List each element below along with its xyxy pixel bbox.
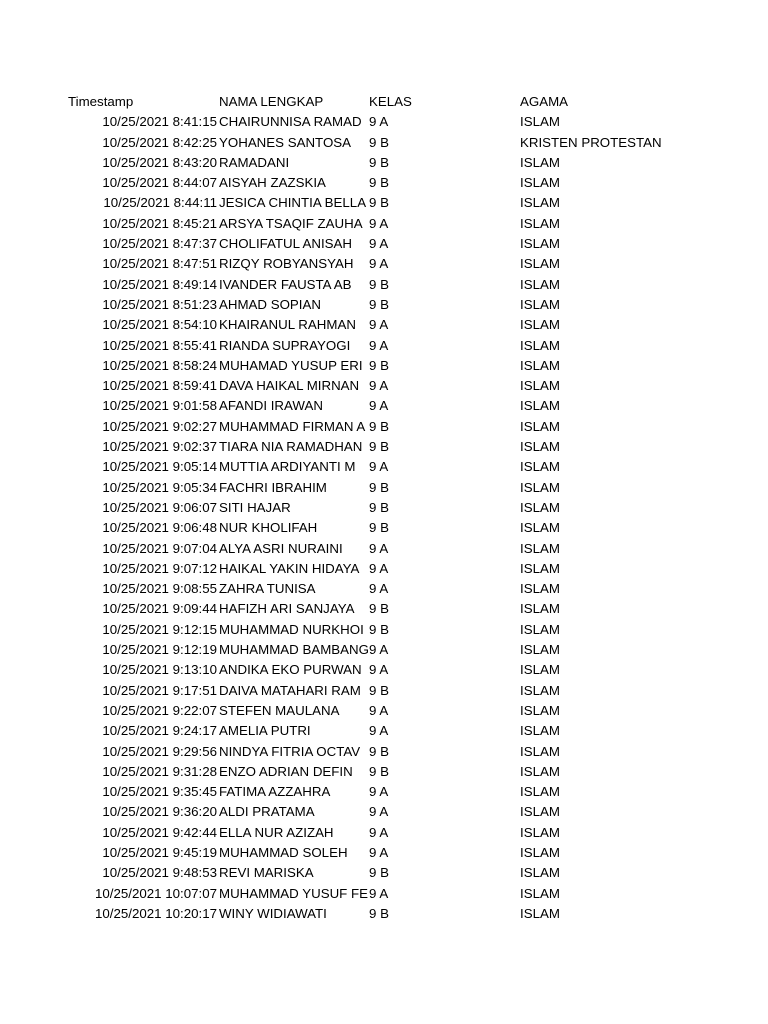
- table-row: [0, 295, 768, 315]
- agama-cell: ISLAM: [520, 804, 560, 820]
- agama-cell: ISLAM: [520, 296, 560, 312]
- timestamp-cell: 10/25/2021 9:12:15: [102, 621, 217, 637]
- agama-cell: ISLAM: [520, 723, 560, 739]
- kelas-cell: 9 A: [369, 378, 389, 394]
- timestamp-cell: 10/25/2021 10:07:07: [94, 885, 217, 901]
- table-row: [0, 823, 768, 843]
- table-row: [0, 193, 768, 213]
- agama-cell: ISLAM: [520, 114, 560, 130]
- nama-cell: ALYA ASRI NURAINI: [219, 540, 343, 556]
- timestamp-cell: 10/25/2021 8:43:20: [102, 154, 217, 170]
- agama-cell: ISLAM: [520, 621, 560, 637]
- kelas-cell: 9 B: [369, 418, 389, 434]
- table-row: [0, 112, 768, 132]
- timestamp-cell: 10/25/2021 9:02:37: [102, 439, 217, 455]
- nama-cell: KHAIRANUL RAHMAN: [219, 317, 356, 333]
- timestamp-cell: 10/25/2021 9:45:19: [102, 844, 217, 860]
- kelas-cell: 9 A: [369, 560, 389, 576]
- kelas-cell: 9 B: [369, 134, 389, 150]
- nama-cell: DAVA HAIKAL MIRNAN: [219, 378, 360, 394]
- header-kelas: KELAS: [369, 94, 412, 109]
- table-row: [0, 843, 768, 863]
- nama-cell: RIZQY ROBYANSYAH: [219, 256, 354, 272]
- kelas-cell: 9 B: [369, 276, 389, 292]
- kelas-cell: 9 B: [369, 865, 389, 881]
- table-row: [0, 539, 768, 559]
- table-row: [0, 620, 768, 640]
- table-row: [0, 762, 768, 782]
- header-timestamp: Timestamp: [68, 94, 134, 109]
- table-row: [0, 234, 768, 254]
- nama-cell: ELLA NUR AZIZAH: [219, 824, 334, 840]
- timestamp-cell: 10/25/2021 9:07:12: [102, 560, 217, 576]
- table-row: [0, 498, 768, 518]
- timestamp-cell: 10/25/2021 8:44:07: [102, 175, 217, 191]
- timestamp-cell: 10/25/2021 8:42:25: [102, 134, 217, 150]
- table-row: [0, 396, 768, 416]
- kelas-cell: 9 B: [369, 499, 389, 515]
- agama-cell: ISLAM: [520, 662, 560, 678]
- table-row: [0, 153, 768, 173]
- nama-cell: YOHANES SANTOSA: [219, 134, 352, 150]
- agama-cell: ISLAM: [520, 378, 560, 394]
- table-row: [0, 518, 768, 538]
- nama-cell: MUHAMMAD NURKHOI: [219, 621, 364, 637]
- kelas-cell: 9 B: [369, 601, 389, 617]
- nama-cell: MUHAMAD YUSUP ERI: [219, 357, 363, 373]
- agama-cell: ISLAM: [520, 256, 560, 272]
- table-row: [0, 701, 768, 721]
- agama-cell: ISLAM: [520, 560, 560, 576]
- agama-cell: ISLAM: [520, 317, 560, 333]
- agama-cell: ISLAM: [520, 784, 560, 800]
- kelas-cell: 9 A: [369, 581, 389, 597]
- timestamp-cell: 10/25/2021 9:29:56: [102, 743, 217, 759]
- agama-cell: ISLAM: [520, 175, 560, 191]
- table-row: [0, 660, 768, 680]
- nama-cell: MUHAMMAD SOLEH: [219, 844, 348, 860]
- nama-cell: IVANDER FAUSTA AB: [219, 276, 352, 292]
- spreadsheet: [0, 92, 768, 924]
- nama-cell: NINDYA FITRIA OCTAV: [219, 743, 361, 759]
- agama-cell: ISLAM: [520, 865, 560, 881]
- timestamp-cell: 10/25/2021 8:47:51: [102, 256, 217, 272]
- agama-cell: ISLAM: [520, 743, 560, 759]
- nama-cell: JESICA CHINTIA BELLA: [219, 195, 367, 211]
- kelas-cell: 9 A: [369, 540, 389, 556]
- kelas-cell: 9 A: [369, 804, 389, 820]
- nama-cell: HAFIZH ARI SANJAYA: [219, 601, 355, 617]
- timestamp-cell: 10/25/2021 8:59:41: [102, 378, 217, 394]
- kelas-cell: 9 B: [369, 743, 389, 759]
- header-nama-lengkap: NAMA LENGKAP: [219, 94, 324, 109]
- nama-cell: FACHRI IBRAHIM: [219, 479, 327, 495]
- agama-cell: ISLAM: [520, 642, 560, 658]
- table-row: [0, 356, 768, 376]
- timestamp-cell: 10/25/2021 8:41:15: [102, 114, 217, 130]
- table-row: [0, 782, 768, 802]
- agama-cell: ISLAM: [520, 236, 560, 252]
- table-row: [0, 214, 768, 234]
- agama-cell: ISLAM: [520, 357, 560, 373]
- timestamp-cell: 10/25/2021 9:02:27: [102, 418, 217, 434]
- timestamp-cell: 10/25/2021 9:22:07: [102, 702, 217, 718]
- table-row: [0, 376, 768, 396]
- table-row: [0, 437, 768, 457]
- nama-cell: WINY WIDIAWATI: [219, 905, 327, 921]
- nama-cell: TIARA NIA RAMADHAN: [219, 439, 363, 455]
- table-row: [0, 599, 768, 619]
- table-body: [0, 112, 768, 924]
- agama-cell: ISLAM: [520, 439, 560, 455]
- timestamp-cell: 10/25/2021 9:05:34: [102, 479, 217, 495]
- table-row: [0, 478, 768, 498]
- agama-cell: ISLAM: [520, 540, 560, 556]
- agama-cell: ISLAM: [520, 499, 560, 515]
- timestamp-cell: 10/25/2021 9:31:28: [102, 763, 217, 779]
- nama-cell: NUR KHOLIFAH: [219, 520, 318, 536]
- kelas-cell: 9 A: [369, 215, 389, 231]
- agama-cell: ISLAM: [520, 844, 560, 860]
- kelas-cell: 9 A: [369, 642, 389, 658]
- table-row: [0, 863, 768, 883]
- table-row: [0, 173, 768, 193]
- table-row: [0, 640, 768, 660]
- agama-cell: ISLAM: [520, 702, 560, 718]
- nama-cell: CHAIRUNNISA RAMAD: [219, 114, 362, 130]
- table-row: [0, 742, 768, 762]
- timestamp-cell: 10/25/2021 9:42:44: [102, 824, 217, 840]
- timestamp-cell: 10/25/2021 8:49:14: [102, 276, 217, 292]
- timestamp-cell: 10/25/2021 9:24:17: [102, 723, 217, 739]
- agama-cell: ISLAM: [520, 276, 560, 292]
- timestamp-cell: 10/25/2021 8:58:24: [102, 357, 217, 373]
- table-row: [0, 254, 768, 274]
- kelas-cell: 9 A: [369, 824, 389, 840]
- table-row: [0, 559, 768, 579]
- kelas-cell: 9 B: [369, 621, 389, 637]
- nama-cell: REVI MARISKA: [219, 865, 314, 881]
- timestamp-cell: 10/25/2021 8:47:37: [102, 236, 217, 252]
- kelas-cell: 9 A: [369, 702, 389, 718]
- kelas-cell: 9 A: [369, 337, 389, 353]
- table-row: [0, 579, 768, 599]
- nama-cell: ZAHRA TUNISA: [219, 581, 316, 597]
- table-row: [0, 133, 768, 153]
- agama-cell: ISLAM: [520, 398, 560, 414]
- timestamp-cell: 10/25/2021 9:36:20: [102, 804, 217, 820]
- kelas-cell: 9 B: [369, 905, 389, 921]
- kelas-cell: 9 B: [369, 296, 389, 312]
- nama-cell: DAIVA MATAHARI RAM: [219, 682, 361, 698]
- kelas-cell: 9 B: [369, 439, 389, 455]
- kelas-cell: 9 A: [369, 723, 389, 739]
- kelas-cell: 9 B: [369, 763, 389, 779]
- agama-cell: ISLAM: [520, 763, 560, 779]
- nama-cell: AHMAD SOPIAN: [219, 296, 321, 312]
- header-agama: AGAMA: [520, 94, 569, 109]
- table-row: [0, 721, 768, 741]
- timestamp-cell: 10/25/2021 8:54:10: [102, 317, 217, 333]
- table-row: [0, 315, 768, 335]
- header-row: [0, 92, 768, 112]
- kelas-cell: 9 A: [369, 844, 389, 860]
- timestamp-cell: 10/25/2021 9:35:45: [102, 784, 217, 800]
- timestamp-cell: 10/25/2021 9:06:48: [102, 520, 217, 536]
- nama-cell: RIANDA SUPRAYOGI: [219, 337, 351, 353]
- timestamp-cell: 10/25/2021 8:44:11: [103, 195, 217, 211]
- kelas-cell: 9 B: [369, 479, 389, 495]
- timestamp-cell: 10/25/2021 8:55:41: [102, 337, 217, 353]
- kelas-cell: 9 B: [369, 520, 389, 536]
- nama-cell: ALDI PRATAMA: [219, 804, 315, 820]
- nama-cell: AFANDI IRAWAN: [219, 398, 323, 414]
- timestamp-cell: 10/25/2021 8:51:23: [102, 296, 217, 312]
- timestamp-cell: 10/25/2021 9:05:14: [102, 459, 217, 475]
- table-row: [0, 417, 768, 437]
- nama-cell: MUHAMMAD FIRMAN A: [219, 418, 366, 434]
- agama-cell: ISLAM: [520, 459, 560, 475]
- nama-cell: SITI HAJAR: [219, 499, 291, 515]
- agama-cell: ISLAM: [520, 195, 560, 211]
- table-row: [0, 802, 768, 822]
- agama-cell: ISLAM: [520, 682, 560, 698]
- kelas-cell: 9 A: [369, 885, 389, 901]
- kelas-cell: 9 A: [369, 236, 389, 252]
- kelas-cell: 9 B: [369, 154, 389, 170]
- table-row: [0, 681, 768, 701]
- agama-cell: ISLAM: [520, 520, 560, 536]
- timestamp-cell: 10/25/2021 9:17:51: [102, 682, 217, 698]
- kelas-cell: 9 A: [369, 662, 389, 678]
- timestamp-cell: 10/25/2021 9:09:44: [102, 601, 217, 617]
- kelas-cell: 9 A: [369, 784, 389, 800]
- nama-cell: ENZO ADRIAN DEFIN: [219, 763, 353, 779]
- table-row: [0, 904, 768, 924]
- nama-cell: FATIMA AZZAHRA: [219, 784, 331, 800]
- timestamp-cell: 10/25/2021 9:08:55: [102, 581, 217, 597]
- table-row: [0, 336, 768, 356]
- kelas-cell: 9 A: [369, 459, 389, 475]
- agama-cell: ISLAM: [520, 905, 560, 921]
- nama-cell: RAMADANI: [219, 154, 290, 170]
- nama-cell: CHOLIFATUL ANISAH: [219, 236, 353, 252]
- agama-cell: ISLAM: [520, 418, 560, 434]
- timestamp-cell: 10/25/2021 10:20:17: [94, 905, 217, 921]
- table-row: [0, 275, 768, 295]
- timestamp-cell: 10/25/2021 9:01:58: [102, 398, 217, 414]
- agama-cell: ISLAM: [520, 154, 560, 170]
- kelas-cell: 9 B: [369, 195, 389, 211]
- kelas-cell: 9 B: [369, 357, 389, 373]
- agama-cell: KRISTEN PROTESTAN: [520, 134, 662, 150]
- agama-cell: ISLAM: [520, 337, 560, 353]
- agama-cell: ISLAM: [520, 215, 560, 231]
- agama-cell: ISLAM: [520, 824, 560, 840]
- timestamp-cell: 10/25/2021 9:12:19: [102, 642, 217, 658]
- kelas-cell: 9 B: [369, 682, 389, 698]
- timestamp-cell: 10/25/2021 9:48:53: [102, 865, 217, 881]
- nama-cell: MUHAMMAD BAMBANG: [219, 642, 369, 658]
- nama-cell: STEFEN MAULANA: [219, 702, 340, 718]
- agama-cell: ISLAM: [520, 581, 560, 597]
- nama-cell: ARSYA TSAQIF ZAUHA: [219, 215, 363, 231]
- kelas-cell: 9 B: [369, 175, 389, 191]
- nama-cell: MUHAMMAD YUSUF FE: [219, 885, 368, 901]
- timestamp-cell: 10/25/2021 9:06:07: [102, 499, 217, 515]
- timestamp-cell: 10/25/2021 9:07:04: [102, 540, 217, 556]
- nama-cell: HAIKAL YAKIN HIDAYA: [219, 560, 360, 576]
- kelas-cell: 9 A: [369, 398, 389, 414]
- agama-cell: ISLAM: [520, 601, 560, 617]
- kelas-cell: 9 A: [369, 256, 389, 272]
- nama-cell: MUTTIA ARDIYANTI M: [219, 459, 356, 475]
- agama-cell: ISLAM: [520, 479, 560, 495]
- timestamp-cell: 10/25/2021 8:45:21: [102, 215, 217, 231]
- table-row: [0, 884, 768, 904]
- nama-cell: ANDIKA EKO PURWAN: [219, 662, 362, 678]
- nama-cell: AMELIA PUTRI: [219, 723, 311, 739]
- table-row: [0, 457, 768, 477]
- kelas-cell: 9 A: [369, 114, 389, 130]
- nama-cell: AISYAH ZAZSKIA: [219, 175, 326, 191]
- timestamp-cell: 10/25/2021 9:13:10: [102, 662, 217, 678]
- kelas-cell: 9 A: [369, 317, 389, 333]
- agama-cell: ISLAM: [520, 885, 560, 901]
